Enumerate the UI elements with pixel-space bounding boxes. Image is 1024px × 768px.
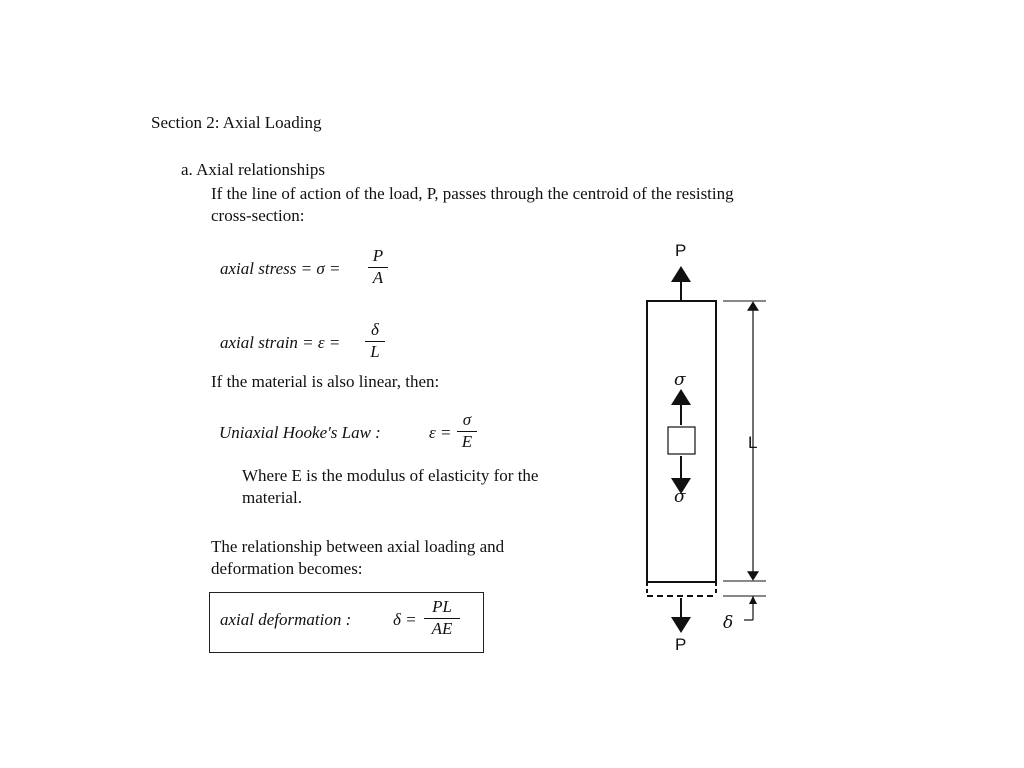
strain-numerator: δ [371,320,379,339]
strain-fraction [365,320,385,362]
relationship-line-1: The relationship between axial loading and [211,537,505,556]
deformation-denominator: AE [431,619,453,638]
hooke-law-label: Uniaxial Hooke's Law : [219,423,381,442]
stress-numerator: P [372,246,384,265]
top-load-label: P [675,241,687,260]
hooke-denominator: E [461,432,473,451]
bottom-load-label: P [675,635,687,654]
relationship-line-2: deformation becomes: [211,559,363,578]
stress-element [668,427,695,454]
hooke-law-equals: ε = [429,423,452,442]
deformation-equation-equals: δ = [393,610,417,629]
deformation-fraction [424,597,460,639]
subsection-heading: a. Axial relationships [181,160,326,179]
stress-top-label: σ [674,370,686,390]
strain-equation-lhs: axial strain = ε = [220,333,341,352]
linear-material-text: If the material is also linear, then: [211,372,440,391]
elongation-label: δ [723,613,734,633]
where-line-2: material. [242,488,302,507]
intro-line-1: If the line of action of the load, P, passes through the centroid of the resisting [211,184,734,203]
deformation-equation-lhs: axial deformation : [220,610,352,629]
stress-denominator: A [372,268,384,287]
stress-equation-lhs: axial stress = σ = [220,259,341,278]
where-line-1: Where E is the modulus of elasticity for the [242,466,539,485]
section-title: Section 2: Axial Loading [151,113,322,132]
deformation-numerator: PL [432,597,452,616]
length-label: L [748,433,758,452]
strain-denominator: L [370,342,380,361]
stress-fraction [368,246,388,288]
stress-bottom-label: σ [674,487,686,507]
intro-line-2: cross-section: [211,206,305,225]
hooke-fraction [457,410,477,452]
hooke-numerator: σ [462,410,472,429]
delta-arrowhead [749,596,757,604]
